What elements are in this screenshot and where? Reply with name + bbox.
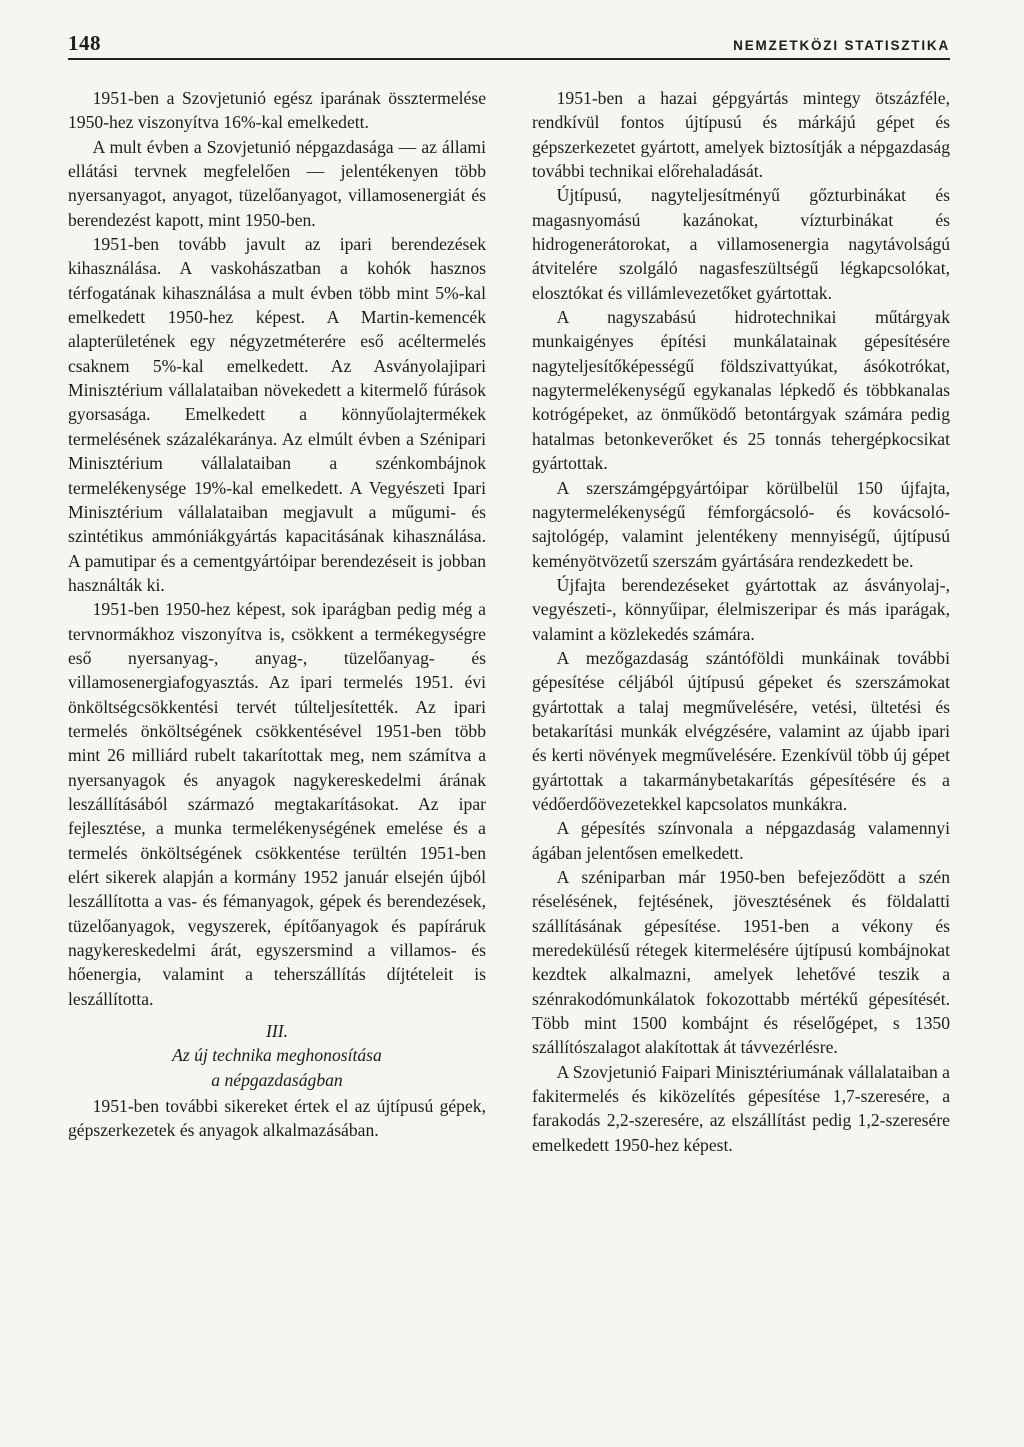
- paragraph: A Szovjetunió Faipari Minisztériumának vállalataiban a fakitermelés és kiközelítés gépesítése 1,7-szeresére, a farakodás 2,2-szeresére, az elszállítást pedig 1,2-szeresére emelkedett 1950-hez képest.: [532, 1061, 950, 1155]
- page-header: [68, 22, 950, 60]
- paragraph: 1951-ben a hazai gépgyártás mintegy ötszázféle, rendkívül fontos újtípusú és márkájú gépet és gépszerkezetet gyártott, amelyek biztosítják a népgazdaság további technikai előrehaladását.: [532, 88, 950, 182]
- paragraph: 1951-ben a Szovjetunió egész iparának össztermelése 1950-hez viszonyítva 16%-kal emelkedett.: [68, 88, 486, 133]
- running-head: NEMZETKÖZI STATISZTIKA: [733, 38, 950, 53]
- section-number: III.: [266, 1021, 288, 1042]
- paragraph: 1951-ben 1950-hez képest, sok iparágban pedig még a tervnormákhoz viszonyítva is, csökkent a termékegységre eső nyersanyag-, anyag-, tüzelőanyag- és villamosenergiafogyasztás. Az ipari termelés 1951. évi önköltségcsökkentési tervét túlteljesítették. Az ipari termelés önköltségének csökkentésével 1951-ben több mint 26 milliárd rubelt takarítottak meg, nem számítva a nyersanyagok és anyagok nagykereskedelmi árának leszállításából származó megtakarításokat. Az ipar fejlesztése, a munka termelékenységének emelése és a termelés önköltségének csökkentése terültén 1951-ben elért sikerek alapján a kormány 1952 január elsején újból leszállította a vas- és fémanyagok, gépek és berendezések, tüzelőanyagok, vegyszerek, építőanyagok és papíráruk nagykereskedelmi árát, egyszersmind a villamos- és hőenergia, valamint a teherszállítás díjtételeit is leszállította.: [68, 599, 486, 1009]
- paragraph: A mult évben a Szovjetunió népgazdasága — az állami ellátási tervnek megfelelően — jelentékenyen több nyersanyagot, anyagot, tüzelőanyagot, villamosenergiát és berendezést kapott, mint 1950-ben.: [68, 136, 486, 230]
- right-column: [532, 86, 950, 1157]
- paragraph: A szerszámgépgyártóipar körülbelül 150 újfajta, nagytermelékenységű fémforgácsoló- és kovácsoló-sajtológép, valamint jelentékeny mennyiségű, újtípusú keményötvözetű szerszám gyártására rendezkedett be.: [532, 477, 950, 571]
- paragraph: 1951-ben tovább javult az ipari berendezések kihasználása. A vaskohászatban a kohók hasznos térfogatának kihasználása a mult évben több mint 5%-kal emelkedett 1950-hez képest. A Martin-kemencék alapterületének egy négyzetméterére eső acéltermelés csaknem 5%-kal emelkedett. Az Asványolajipari Minisztérium vállalataiban növekedett a kitermelő fúrások gyorsasága. Emelkedett a könnyűolajtermékek termelésének százalékaránya. Az elmúlt évben a Szénipari Minisztérium vállalataiban a szénkombájnok termelékenysége 19%-kal emelkedett. A Vegyészeti Ipari Minisztérium vállalataiban megjavult a műgumi- és szintétikus ammóniákgyártás kapacitásának kihasználása. A pamutipar és a cementgyártóipar berendezéseit is jobban használták ki.: [68, 234, 486, 595]
- paragraph: A nagyszabású hidrotechnikai műtárgyak munkaigényes építési munkálatainak gépesítésére nagyteljesítőképességű földszivattyúkat, ásókotrókat, nagytermelékenységű egykanalas lépkedő és többkanalas kotrógépeket, az önműködő betontárgyak számára pedig hatalmas betonkeverőket és 25 tonnás tehergépkocsikat gyártottak.: [532, 307, 950, 474]
- paragraph: A gépesítés színvonala a népgazdaság valamennyi ágában jelentősen emelkedett.: [532, 818, 950, 863]
- paragraph: A széniparban már 1950-ben befejeződött a szén réselésének, fejtésének, jövesztésének és földalatti szállításának gépesítése. 1951-ben a vékony és meredekülésű rétegek kitermelésére újtípusú kombájnokat kezdtek alkalmazni, amelyek lehetővé teszik a szénrakodómunkálatok fokozottabb mértékű gépesítését. Több mint 1500 kombájnt és réselőgépet, s 1350 szállítószalagot alakítottak át távvezérlésre.: [532, 867, 950, 1058]
- left-column: [68, 86, 486, 1157]
- section-title-line-2: a népgazdaságban: [211, 1069, 343, 1090]
- page-number: 148: [68, 31, 101, 55]
- section-title-line-1: Az új technika meghonosítása: [172, 1045, 382, 1066]
- paragraph: A mezőgazdaság szántóföldi munkáinak további gépesítése céljából újtípusú gépeket és szerszámokat gyártottak a talaj megművelésére, vetési, ültetési és betakarítási munkák elvégzésére, valamint az újabb ipari és kerti növények megművelésére. Ezenkívül több új gépet gyártottak a takarmánybetakarítás gépesítésére és a védőerdőövezetekkel kapcsolatos munkákra.: [532, 647, 950, 814]
- paragraph: 1951-ben további sikereket értek el az újtípusú gépek, gépszerkezetek és anyagok alkalmazásában.: [68, 1096, 486, 1141]
- paragraph: Újfajta berendezéseket gyártottak az ásványolaj-, vegyészeti-, könnyűipar, élelmiszeripar és más iparágak, valamint a közlekedés számára.: [532, 574, 950, 644]
- two-column-body: [68, 86, 950, 1157]
- section-heading: [68, 1019, 486, 1092]
- paragraph: Újtípusú, nagyteljesítményű gőzturbinákat és magasnyomású kazánokat, vízturbinákat és hidrogenerátorokat, a villamosenergia nagytávolságú átvitelére szolgáló nagasfeszültségű légkapcsolókat, elosztókat és villámlevezetőket gyártottak.: [532, 185, 950, 303]
